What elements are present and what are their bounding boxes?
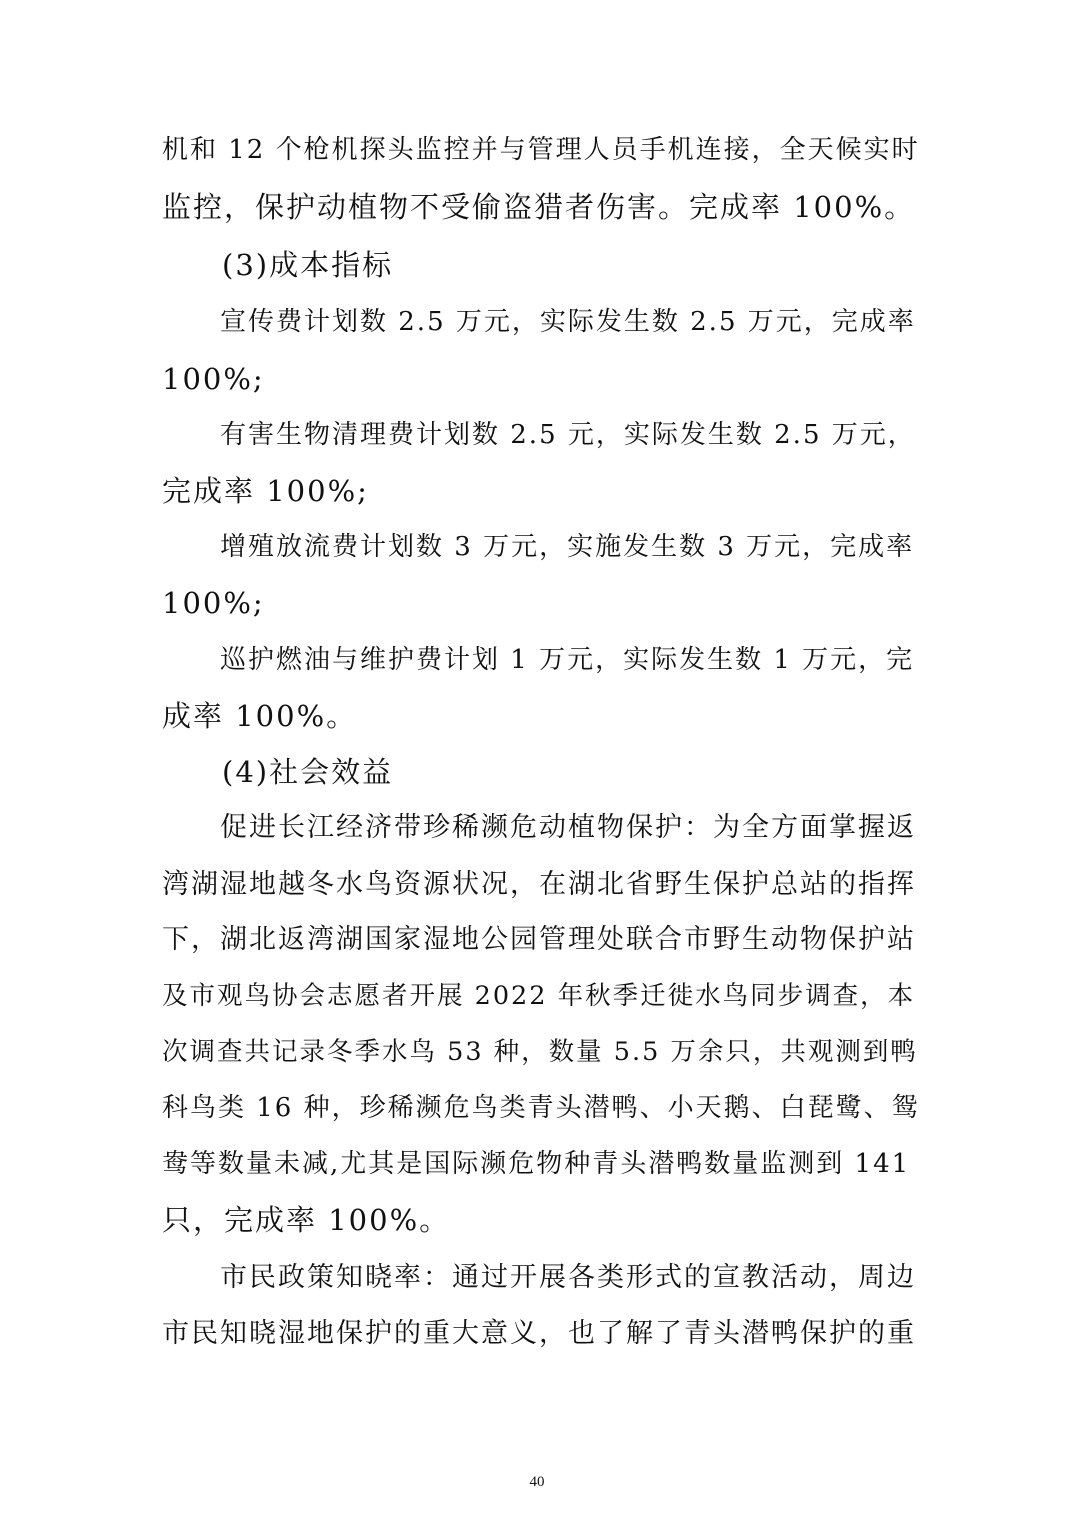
text-line: 次调查共记录冬季水鸟 53 种，数量 5.5 万余只，共观测到鸭 (162, 1037, 918, 1067)
text-line: 下，湖北返湾湖国家湿地公园管理处联合市野生动物保护站 (162, 924, 916, 955)
text-line: 促进长江经济带珍稀濒危动植物保护：为全方面掌握返 (220, 812, 916, 843)
text-line: 100%; (162, 586, 265, 620)
heading-social-benefits: (4)社会效益 (222, 755, 394, 789)
text-line: 100%; (162, 362, 265, 396)
text-line: 巡护燃油与维护费计划 1 万元，实际发生数 1 万元，完 (220, 645, 915, 675)
text-line: 只，完成率 100%。 (162, 1203, 451, 1237)
text-line: 科鸟类 16 种，珍稀濒危鸟类青头潜鸭、小天鹅、白琵鹭、鸳 (162, 1093, 920, 1123)
text-line: 市民知晓湿地保护的重大意义，也了解了青头潜鸭保护的重 (162, 1318, 916, 1349)
text-line: 增殖放流费计划数 3 万元，实施发生数 3 万元，完成率 (220, 532, 915, 562)
text-line: 市民政策知晓率：通过开展各类形式的宣教活动，周边 (220, 1262, 916, 1293)
text-line: 及市观鸟协会志愿者开展 2022 年秋季迁徙水鸟同步调查，本 (162, 981, 916, 1011)
text-line: 湾湖湿地越冬水鸟资源状况，在湖北省野生保护总站的指挥 (162, 869, 916, 900)
page-number: 40 (529, 1474, 545, 1490)
text-line: 成率 100%。 (162, 699, 358, 733)
text-line: 有害生物清理费计划数 2.5 元，实际发生数 2.5 万元， (220, 420, 916, 450)
text-line: 宣传费计划数 2.5 万元，实际发生数 2.5 万元，完成率 (220, 307, 916, 337)
text-line: 机和 12 个枪机探头监控并与管理人员手机连接，全天候实时 (162, 135, 920, 165)
heading-cost-indicators: (3)成本指标 (222, 248, 394, 282)
text-line: 完成率 100%; (162, 474, 369, 508)
text-line: 监控，保护动植物不受偷盗猎者伤害。完成率 100%。 (162, 190, 916, 224)
text-line: 鸯等数量未减,尤其是国际濒危物种青头潜鸭数量监测到 141 (162, 1149, 911, 1179)
